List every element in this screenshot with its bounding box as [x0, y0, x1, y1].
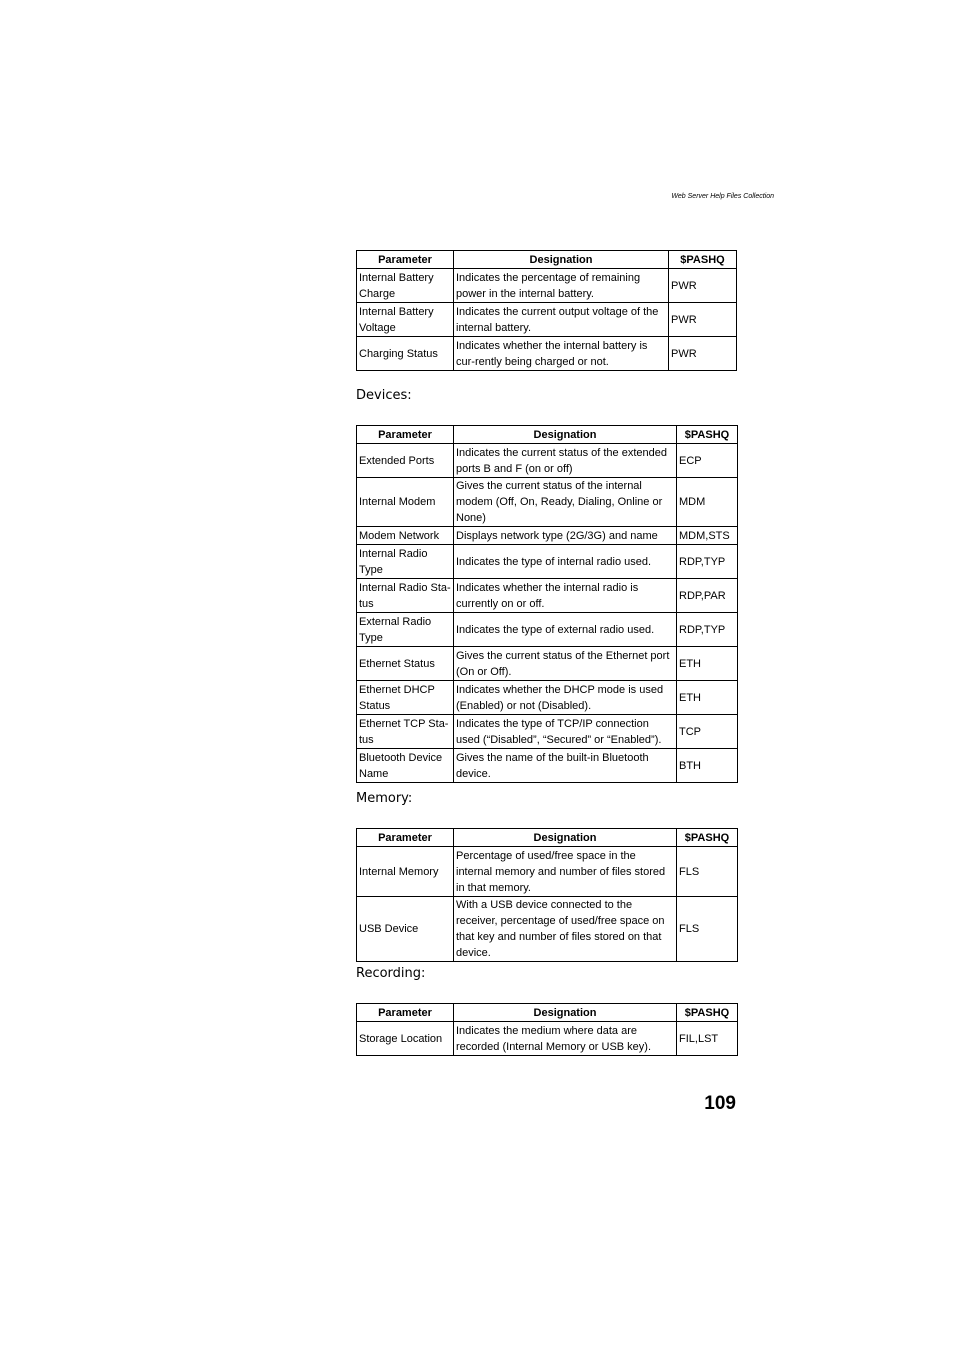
cell-designation: Indicates the current status of the extended ports B and F (on or off)	[454, 444, 677, 478]
cell-parameter: Internal Radio Type	[357, 545, 454, 579]
cell-designation: With a USB device connected to the receiver, percentage of used/free space on that key and number of files stored on that device.	[454, 897, 677, 962]
column-header-designation: Designation	[454, 1004, 677, 1022]
table-row	[357, 303, 737, 337]
devices-table	[356, 425, 738, 783]
cell-parameter: Internal Modem	[357, 478, 454, 527]
cell-command: ETH	[677, 647, 738, 681]
table-row	[357, 545, 738, 579]
cell-designation: Gives the name of the built-in Bluetooth device.	[454, 749, 677, 783]
cell-command: RDP,PAR	[677, 579, 738, 613]
cell-parameter: Storage Location	[357, 1022, 454, 1056]
table-row	[357, 613, 738, 647]
cell-designation: Indicates whether the internal battery is cur-rently being charged or not.	[454, 337, 669, 371]
table-row	[357, 715, 738, 749]
table-row	[357, 681, 738, 715]
table-row	[357, 337, 737, 371]
table-row	[357, 444, 738, 478]
cell-parameter: External Radio Type	[357, 613, 454, 647]
cell-command: FIL,LST	[677, 1022, 738, 1056]
cell-command: ETH	[677, 681, 738, 715]
table-header-row	[357, 1004, 738, 1022]
cell-designation: Percentage of used/free space in the internal memory and number of files stored in that memory.	[454, 847, 677, 897]
cell-command: FLS	[677, 897, 738, 962]
table-header-row	[357, 829, 738, 847]
table-row	[357, 269, 737, 303]
cell-designation: Indicates whether the internal radio is currently on or off.	[454, 579, 677, 613]
cell-designation: Indicates the medium where data are recorded (Internal Memory or USB key).	[454, 1022, 677, 1056]
cell-designation: Indicates the percentage of remaining power in the internal battery.	[454, 269, 669, 303]
table-row	[357, 749, 738, 783]
column-header-designation: Designation	[454, 426, 677, 444]
section-label-devices: Devices:	[356, 388, 412, 403]
cell-parameter: Ethernet TCP Sta-tus	[357, 715, 454, 749]
cell-parameter: Internal Memory	[357, 847, 454, 897]
cell-designation: Gives the current status of the Ethernet port (On or Off).	[454, 647, 677, 681]
column-header-parameter: Parameter	[357, 426, 454, 444]
page-number: 109	[704, 1093, 736, 1114]
section-label-memory: Memory:	[356, 791, 413, 806]
column-header-command: $PASHQ	[677, 829, 738, 847]
cell-parameter: Internal Battery Charge	[357, 269, 454, 303]
cell-parameter: Internal Battery Voltage	[357, 303, 454, 337]
table-header-row	[357, 426, 738, 444]
table-row	[357, 647, 738, 681]
table-row	[357, 847, 738, 897]
column-header-designation: Designation	[454, 251, 669, 269]
cell-parameter: Charging Status	[357, 337, 454, 371]
cell-designation: Displays network type (2G/3G) and name	[454, 527, 677, 545]
power-table	[356, 250, 737, 371]
cell-command: PWR	[669, 337, 737, 371]
table-row	[357, 1022, 738, 1056]
cell-parameter: Internal Radio Sta-tus	[357, 579, 454, 613]
cell-designation: Indicates the type of TCP/IP connection used (“Disabled”, “Secured” or “Enabled”).	[454, 715, 677, 749]
cell-command: MDM	[677, 478, 738, 527]
memory-table	[356, 828, 738, 962]
table-row	[357, 897, 738, 962]
cell-parameter: Modem Network	[357, 527, 454, 545]
cell-command: PWR	[669, 303, 737, 337]
column-header-command: $PASHQ	[669, 251, 737, 269]
cell-parameter: USB Device	[357, 897, 454, 962]
section-label-recording: Recording:	[356, 966, 426, 981]
cell-designation: Indicates the current output voltage of the internal battery.	[454, 303, 669, 337]
cell-parameter: Extended Ports	[357, 444, 454, 478]
table-row	[357, 478, 738, 527]
table-row	[357, 579, 738, 613]
running-header: Web Server Help Files Collection	[671, 193, 774, 200]
column-header-command: $PASHQ	[677, 1004, 738, 1022]
cell-designation: Gives the current status of the internal modem (Off, On, Ready, Dialing, Online or None)	[454, 478, 677, 527]
cell-parameter: Bluetooth Device Name	[357, 749, 454, 783]
table-header-row	[357, 251, 737, 269]
cell-command: PWR	[669, 269, 737, 303]
cell-command: BTH	[677, 749, 738, 783]
cell-command: RDP,TYP	[677, 613, 738, 647]
column-header-parameter: Parameter	[357, 251, 454, 269]
column-header-command: $PASHQ	[677, 426, 738, 444]
table-row	[357, 527, 738, 545]
cell-command: RDP,TYP	[677, 545, 738, 579]
cell-command: TCP	[677, 715, 738, 749]
cell-command: FLS	[677, 847, 738, 897]
cell-designation: Indicates the type of internal radio used.	[454, 545, 677, 579]
cell-parameter: Ethernet DHCP Status	[357, 681, 454, 715]
recording-table	[356, 1003, 738, 1056]
cell-command: ECP	[677, 444, 738, 478]
column-header-designation: Designation	[454, 829, 677, 847]
cell-designation: Indicates the type of external radio used.	[454, 613, 677, 647]
column-header-parameter: Parameter	[357, 829, 454, 847]
cell-command: MDM,STS	[677, 527, 738, 545]
column-header-parameter: Parameter	[357, 1004, 454, 1022]
cell-designation: Indicates whether the DHCP mode is used (Enabled) or not (Disabled).	[454, 681, 677, 715]
cell-parameter: Ethernet Status	[357, 647, 454, 681]
